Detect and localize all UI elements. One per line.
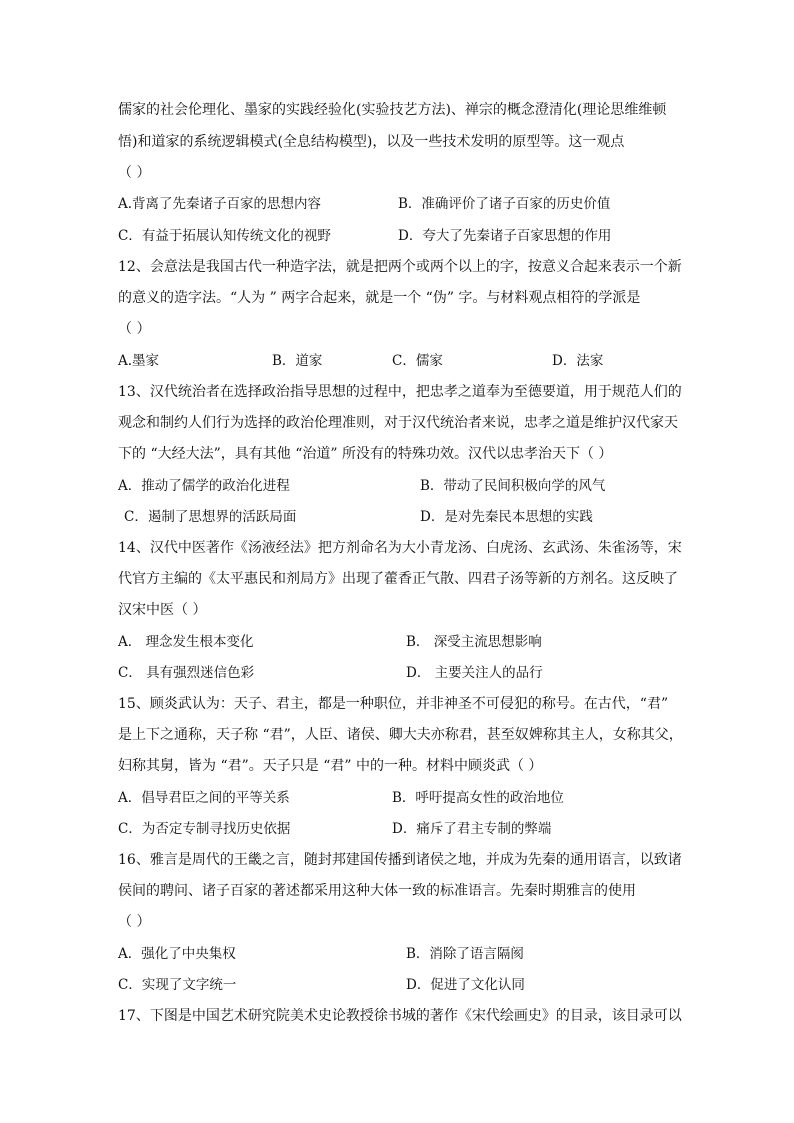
- q11-option-d[interactable]: D．夸大了先秦诸子百家思想的作用: [398, 228, 612, 244]
- q13-stem-line-3: 下的 “大经大法”，具有其他 “治道” 所没有的特殊功效。汉代以忠孝治天下（ ）: [118, 446, 613, 462]
- q17-stem-line-1: 17、下图是中国艺术研究院美术史论教授徐书城的著作《宋代绘画史》的目录，该目录可以: [118, 1008, 682, 1024]
- q15-stem-line-2: 是上下之通称，天子称 “君”，人臣、诸侯、卿大夫亦称君，甚至奴婢称其主人，女称其父，: [118, 727, 683, 743]
- q15-stem-line-3: 妇称其舅，皆为 “君”。天子只是 “君” 中的一种。材料中顾炎武（ ）: [118, 758, 543, 774]
- q11-option-c[interactable]: C．有益于拓展认知传统文化的视野: [118, 228, 331, 244]
- q12-option-a[interactable]: A.墨家: [118, 353, 160, 369]
- q11-option-a[interactable]: A.背离了先秦诸子百家的思想内容: [118, 196, 322, 212]
- q11-stem-line-2: 悟)和道家的系统逻辑模式(全息结构模型)，以及一些技术发明的原型等。这一观点: [118, 134, 625, 150]
- q14-stem-line-1: 14、汉代中医著作《汤液经法》把方剂命名为大小青龙汤、白虎汤、玄武汤、朱雀汤等，宋: [118, 540, 682, 556]
- q12-stem-line-2: 的意义的造字法。“人为 ” 两字合起来，就是一个 “伪” 字。与材料观点相符的学派是: [118, 290, 641, 306]
- q11-option-b[interactable]: B．准确评价了诸子百家的历史价值: [398, 196, 611, 212]
- q13-stem-line-1: 13、汉代统治者在选择政治指导思想的过程中，把忠孝之道奉为至德要道，用于规范人们的: [118, 384, 682, 400]
- q13-option-b[interactable]: B．带动了民间积极向学的风气: [420, 478, 606, 494]
- q16-option-b[interactable]: B．消除了语言隔阂: [406, 946, 524, 962]
- q15-option-a[interactable]: A．倡导君臣之间的平等关系: [118, 790, 290, 806]
- q12-stem-line-1: 12、会意法是我国古代一种造字法，就是把两个或两个以上的字，按意义合起来表示一个新: [118, 259, 682, 275]
- q14-stem-line-3: 汉宋中医（ ）: [118, 602, 207, 618]
- q12-option-b[interactable]: B．道家: [272, 353, 323, 369]
- q12-option-c[interactable]: C．儒家: [392, 353, 443, 369]
- q13-option-c[interactable]: C．遏制了思想界的活跃局面: [124, 509, 297, 525]
- q16-answer-blank: （ ）: [118, 914, 151, 930]
- q12-answer-blank: （ ）: [118, 321, 151, 337]
- q11-answer-blank: （ ）: [118, 165, 151, 181]
- q13-stem-line-2: 观念和制约人们行为选择的政治伦理准则，对于汉代统治者来说，忠孝之道是维护汉代家天: [118, 415, 678, 431]
- q11-stem-line-1: 儒家的社会伦理化、墨家的实践经验化(实验技艺方法)、禅宗的概念澄清化(理论思维维顿: [118, 102, 667, 118]
- q15-stem-line-1: 15、顾炎武认为：天子、君主，都是一种职位，并非神圣不可侵犯的称号。在古代，“君”: [118, 696, 669, 712]
- q16-stem-line-1: 16、雅言是周代的王畿之言，随封邦建国传播到诸侯之地，并成为先秦的通用语言，以致诸: [118, 852, 682, 868]
- q14-stem-line-2: 代官方主编的《太平惠民和剂局方》出现了藿香正气散、四君子汤等新的方剂名。这反映了: [118, 571, 678, 587]
- q16-option-d[interactable]: D．促进了文化认同: [406, 977, 525, 993]
- q16-stem-line-2: 侯间的聘问、诸子百家的著述都采用这种大体一致的标准语言。先秦时期雅言的使用: [118, 883, 636, 899]
- q15-option-b[interactable]: B．呼吁提高女性的政治地位: [392, 790, 564, 806]
- q13-option-d[interactable]: D．是对先秦民本思想的实践: [420, 509, 593, 525]
- q15-option-c[interactable]: C．为否定专制寻找历史依据: [118, 821, 291, 837]
- q16-option-a[interactable]: A．强化了中央集权: [118, 946, 236, 962]
- q14-option-b[interactable]: B． 深受主流思想影响: [406, 634, 542, 650]
- q13-option-a[interactable]: A．推动了儒学的政治化进程: [118, 478, 290, 494]
- q14-option-c[interactable]: C． 具有强烈迷信色彩: [118, 665, 255, 681]
- q12-option-d[interactable]: D．法家: [552, 353, 604, 369]
- q15-option-d[interactable]: D．痛斥了君主专制的弊端: [392, 821, 552, 837]
- q14-option-d[interactable]: D． 主要关注人的品行: [406, 665, 543, 681]
- q16-option-c[interactable]: C．实现了文字统一: [118, 977, 237, 993]
- q14-option-a[interactable]: A． 理念发生根本变化: [118, 634, 254, 650]
